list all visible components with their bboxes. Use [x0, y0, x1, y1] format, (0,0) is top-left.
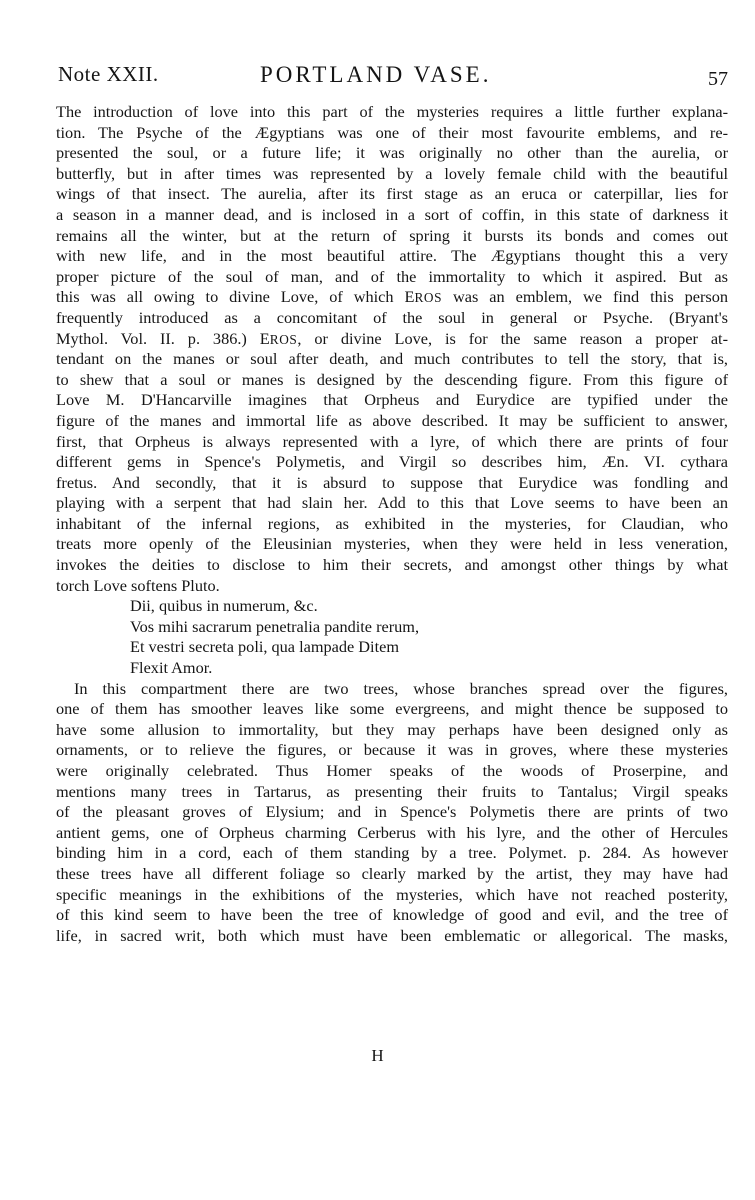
text-line: figure of the manes and immortal life as above described. It may be sufficient to answer,: [56, 410, 728, 430]
text-line: with new life, and in the most beautiful attire. The Ægyptians thought this a very: [56, 246, 728, 266]
text-line: antient gems, one of Orpheus charming Cerberus with his lyre, and the other of Hercules: [56, 822, 728, 842]
text-line: first, that Orpheus is always represented with a lyre, of which there are prints of four: [56, 431, 728, 451]
text-line: frequently introduced as a concomitant of the soul in general or Psyche. (Bryant's: [56, 307, 728, 327]
text-line: butterfly, but in after times was represented by a lovely female child with the beautiful: [56, 163, 728, 183]
text-line: Mythol. Vol. II. p. 386.) EROS, or divine Love, is for the same reason a proper at-: [56, 328, 728, 348]
text-line: of the pleasant groves of Elysium; and in Spence's Polymetis there are prints of two: [56, 802, 728, 822]
text-line: In this compartment there are two trees, whose branches spread over the figures,: [74, 678, 728, 698]
text-line: remains all the winter, but at the return of spring it bursts its bonds and comes out: [56, 225, 728, 245]
text-line: Love M. D'Hancarville imagines that Orpheus and Eurydice are typified under the: [56, 390, 728, 410]
text-line: proper picture of the soul of man, and of the immortality to which it aspired. But as: [56, 266, 728, 286]
text-line: to shew that a soul or manes is designed by the descending figure. From this figure of: [56, 369, 728, 389]
text-line: tendant on the manes or soul after death, and much contributes to tell the story, that is,: [56, 349, 728, 369]
text-line: binding him in a cord, each of them standing by a tree. Polymet. p. 284. As however: [56, 843, 728, 863]
text-line: The introduction of love into this part of the mysteries requires a little further explana-: [56, 102, 728, 121]
running-title: PORTLAND VASE.: [260, 62, 492, 87]
text-line: torch Love softens Pluto.: [56, 575, 220, 595]
text-line: treats more openly of the Eleusinian mysteries, when they were held in less veneration,: [56, 534, 728, 554]
text-line: of this kind seem to have been the tree of knowledge of good and evil, and the tree of: [56, 905, 728, 925]
page-number: 57: [708, 68, 728, 90]
text-line: life, in sacred writ, both which must have been emblematic or allegorical. The masks,: [56, 925, 728, 945]
signature-mark: H: [371, 1046, 384, 1065]
running-header: [52, 60, 728, 94]
text-line: presented the soul, or a future life; it was originally no other than the aurelia, or: [56, 143, 728, 163]
small-caps-eros: EROS: [404, 287, 443, 307]
verse-line: Flexit Amor.: [130, 658, 213, 678]
text-line: invokes the deities to disclose to him their secrets, and amongst other things by what: [56, 555, 728, 575]
text-line: specific meanings in the exhibitions of the mysteries, which have not reached posterity,: [56, 884, 728, 904]
small-caps-eros: EROS: [259, 328, 298, 348]
note-number: Note XXII.: [58, 62, 159, 86]
text-line: different gems in Spence's Polymetis, and Virgil so describes him, Æn. VI. cythara: [56, 452, 728, 472]
body-text: [56, 102, 728, 946]
verse-line: Et vestri secreta poli, qua lampade Ditem: [130, 637, 399, 657]
text-line: a season in a manner dead, and is inclosed in a sort of coffin, in this state of darkness it: [56, 204, 728, 224]
text-line: were originally celebrated. Thus Homer speaks of the woods of Proserpine, and: [56, 761, 728, 780]
text-line: tion. The Psyche of the Ægyptians was one of their most favourite emblems, and re-: [56, 122, 728, 142]
text-line: have some allusion to immortality, but they may perhaps have been designed only as: [56, 719, 728, 739]
text-line: wings of that insect. The aurelia, after its first stage as an eruca or caterpillar, lies for: [56, 184, 728, 204]
text-line: ornaments, or to relieve the figures, or because it was in groves, where these mysteries: [56, 740, 728, 760]
text-line: this was all owing to divine Love, of which EROS was an emblem, we find this person: [56, 287, 729, 307]
verse-line: Dii, quibus in numerum, &c.: [130, 596, 318, 616]
text-line: playing with a serpent that had slain her. Add to this that Love seems to have been an: [56, 493, 728, 513]
verse-line: Vos mihi sacrarum penetralia pandite rerum,: [130, 616, 420, 636]
text-line: inhabitant of the infernal regions, as exhibited in the mysteries, for Claudian, who: [56, 513, 728, 533]
text-line: fretus. And secondly, that it is absurd to suppose that Eurydice was fondling and: [56, 472, 728, 492]
text-line: one of them has smoother leaves like some evergreens, and might thence be supposed to: [56, 699, 728, 719]
text-line: mentions many trees in Tartarus, as presenting their fruits to Tantalus; Virgil speaks: [56, 781, 728, 801]
text-line: these trees have all different foliage so clearly marked by the artist, they may have had: [56, 863, 728, 883]
